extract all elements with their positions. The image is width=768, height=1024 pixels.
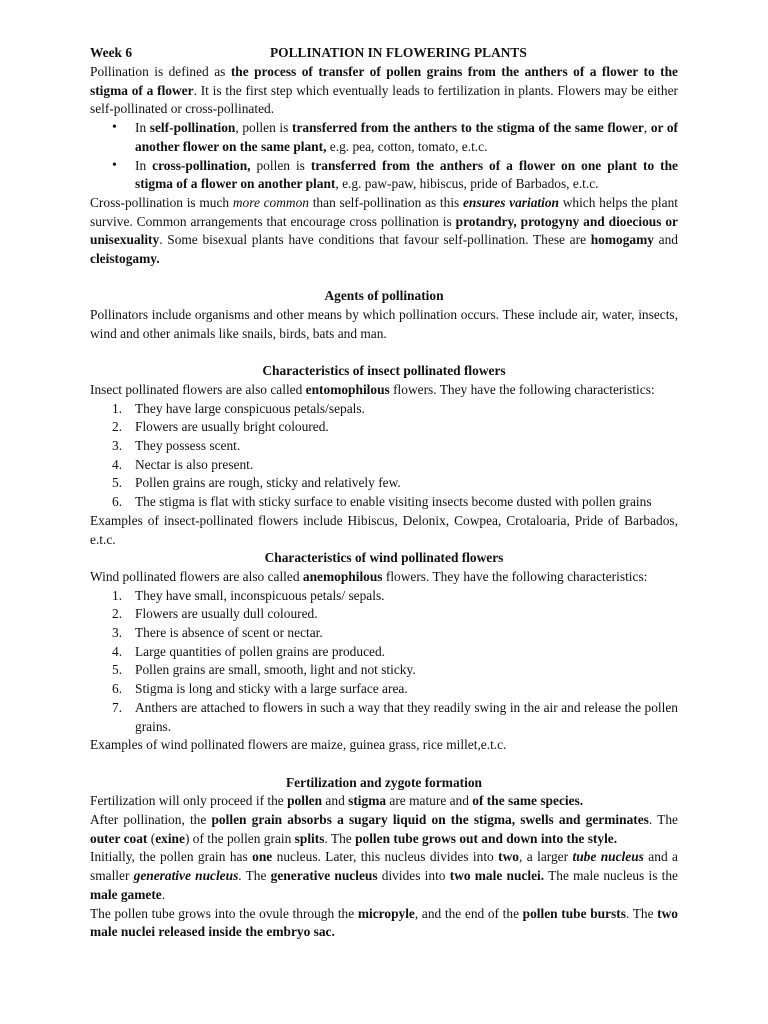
text-run: are mature and [386, 793, 473, 809]
list-item-text: They have large conspicuous petals/sepals. [135, 400, 365, 416]
text-run: After pollination, the [90, 812, 212, 828]
list-item [112, 605, 678, 624]
text-run: , e.g. paw-paw, hibiscus, pride of Barbados, e.t.c. [335, 176, 599, 192]
list-item [112, 437, 678, 456]
fertilization-paragraph-4 [90, 905, 678, 942]
text-run: two [498, 849, 519, 865]
text-run: , and the end of the [414, 905, 523, 921]
wind-characteristics-list [90, 587, 678, 737]
text-run: protandry, protogyny and dioecious or unisexuality [90, 213, 678, 248]
list-item-text: The stigma is flat with sticky surface to enable visiting insects become dusted with pollen grains [135, 494, 652, 510]
list-item [112, 624, 678, 643]
text-run: pollen [287, 793, 323, 809]
text-run: Cross-pollination is much [90, 194, 233, 210]
list-number: 1. [112, 587, 123, 603]
list-item-text: Pollen grains are rough, sticky and relatively few. [135, 475, 401, 491]
text-run: which helps the plant survive. Common arrangements that encourage cross pollination is [90, 194, 679, 229]
text-run: pollen grain absorbs a sugary liquid on the stigma, swells and germinates [211, 812, 649, 828]
list-item-text: Flowers are usually bright coloured. [135, 419, 329, 435]
list-item-text: There is absence of scent or nectar. [135, 625, 323, 641]
fertilization-paragraph-1 [90, 792, 678, 811]
text-run: , pollen is [235, 120, 292, 136]
text-run: . It is the first step which eventually leads to fertilization in plants. Flowers may be either self-pollinated or cross-pollinated. [90, 82, 679, 117]
text-run: stigma [348, 793, 387, 809]
text-run: flowers. They have the following characteristics: [382, 568, 648, 584]
text-run: tube nucleus [572, 849, 644, 865]
wind-intro [90, 568, 678, 587]
text-run: and a smaller [90, 849, 678, 884]
text-run: or of another flower on the same plant, [135, 120, 678, 154]
text-run: cleistogamy. [90, 251, 160, 267]
list-item-text: Large quantities of pollen grains are produced. [135, 643, 385, 659]
text-run: divides into [377, 868, 450, 884]
text-run: Initially, the pollen grain has [90, 849, 253, 865]
text-run: and [653, 232, 678, 248]
title-row [90, 44, 678, 63]
text-run: Pollination is defined as [90, 64, 231, 79]
list-item-self-pollination [135, 119, 678, 156]
list-item [112, 680, 678, 699]
text-run: ) of the pollen grain [184, 830, 295, 846]
agents-heading: Agents of pollination [324, 288, 444, 304]
text-run: In [135, 120, 150, 136]
list-number: 6. [112, 681, 123, 697]
list-number: 7. [112, 699, 123, 715]
wind-examples: Examples of wind pollinated flowers are maize, guinea grass, rice millet,e.t.c. [90, 737, 507, 753]
text-run: two male nuclei released inside the embryo sac. [90, 905, 678, 940]
text-run: transferred from the anthers to the stigma of the same flower [291, 120, 644, 136]
text-run: The male nucleus is the [544, 868, 678, 884]
text-run: In [135, 157, 153, 173]
text-run: anemophilous [302, 568, 383, 584]
text-run: the process of transfer of pollen grains from the anthers of a flower to the stigma of a flower [90, 64, 678, 98]
text-run: . [161, 886, 166, 902]
list-item [112, 400, 678, 419]
list-item-cross-pollination [135, 157, 678, 194]
text-run: , [643, 120, 651, 136]
insect-examples: Examples of insect-pollinated flowers include Hibiscus, Delonix, Cowpea, Crotaloaria, Pride of Barbados, e.t.c. [90, 512, 678, 547]
list-item [112, 587, 678, 606]
insect-heading: Characteristics of insect pollinated flowers [262, 363, 506, 379]
text-run: flowers. They have the following characteristics: [389, 381, 655, 397]
list-number: 4. [112, 643, 123, 659]
text-run: cross-pollination, [152, 157, 251, 173]
text-run: transferred from the anthers of a flower on one plant to the stigma of a flower on another plant [135, 157, 678, 192]
fertilization-paragraph-3 [90, 848, 678, 904]
text-run: Fertilization will only proceed if the [90, 793, 288, 809]
text-run: homogamy [590, 232, 654, 248]
list-number: 5. [112, 662, 123, 678]
wind-heading: Characteristics of wind pollinated flowers [264, 550, 504, 566]
text-run: generative nucleus [133, 868, 239, 884]
cross-pollination-paragraph [90, 194, 678, 269]
text-run: micropyle [357, 905, 415, 921]
fertilization-paragraph-2 [90, 811, 678, 848]
text-run: of the same species. [472, 793, 584, 809]
list-item-text: Flowers are usually dull coloured. [135, 606, 318, 622]
text-run: e.g. pea, cotton, tomato, e.t.c. [326, 138, 488, 154]
list-number: 2. [112, 606, 123, 622]
document-page [90, 44, 678, 942]
agents-paragraph: Pollinators include organisms and other means by which pollination occurs. These include air, water, insects, wind and other animals like snails, birds, bats and man. [90, 307, 678, 341]
text-run: generative nucleus [270, 868, 378, 884]
text-run: , a larger [519, 849, 573, 865]
list-item-text: Anthers are attached to flowers in such a way that they readily swing in the air and release the pollen grains. [135, 699, 678, 734]
text-run: male gamete [90, 886, 162, 902]
text-run: and [322, 793, 349, 809]
text-run: ( [147, 830, 156, 846]
document-title: POLLINATION IN FLOWERING PLANTS [270, 45, 527, 60]
text-run: pollen tube bursts [522, 905, 626, 921]
list-item [112, 643, 678, 662]
text-run: outer coat [90, 830, 148, 846]
text-run: self-pollination [149, 120, 236, 136]
list-item-text: Pollen grains are small, smooth, light and not sticky. [135, 662, 416, 678]
text-run: two male nuclei. [449, 868, 545, 884]
text-run: entomophilous [305, 381, 390, 397]
insect-intro [90, 381, 678, 400]
week-label: Week 6 [90, 45, 133, 60]
text-run: The pollen tube grows into the ovule through the [90, 905, 358, 921]
text-run: splits [294, 830, 325, 846]
list-item [112, 418, 678, 437]
list-number: 6. [112, 494, 123, 510]
list-item [112, 699, 678, 736]
list-item [112, 661, 678, 680]
list-number: 4. [112, 456, 123, 472]
list-item-text: Nectar is also present. [135, 456, 254, 472]
fertilization-heading: Fertilization and zygote formation [286, 774, 482, 790]
text-run: nucleus. Later, this nucleus divides into [272, 849, 499, 865]
text-run: . The [238, 868, 271, 884]
list-item-text: Stigma is long and sticky with a large surface area. [135, 681, 408, 697]
text-run: . The [324, 830, 356, 846]
text-run: . The [648, 812, 678, 828]
list-number: 3. [112, 438, 123, 454]
list-item [112, 493, 678, 512]
text-run: one [252, 849, 273, 865]
list-item [112, 456, 678, 475]
text-run: than self-pollination as this [308, 194, 463, 210]
list-number: 5. [112, 475, 123, 491]
list-item-text: They possess scent. [135, 438, 241, 454]
list-item-text: They have small, inconspicuous petals/ sepals. [135, 587, 385, 603]
text-run: . The [625, 905, 658, 921]
list-item [112, 474, 678, 493]
text-run: Wind pollinated flowers are also called [90, 568, 303, 584]
text-run: Insect pollinated flowers are also called [90, 381, 306, 397]
intro-paragraph [90, 63, 678, 119]
text-run: more common [232, 194, 309, 210]
text-run: pollen tube grows out and down into the style. [355, 830, 618, 846]
list-number: 2. [112, 419, 123, 435]
list-number: 1. [112, 400, 123, 416]
pollination-types-list [90, 119, 678, 194]
list-number: 3. [112, 625, 123, 641]
text-run: . Some bisexual plants have conditions that favour self-pollination. These are [159, 232, 591, 248]
text-run: exine [155, 830, 185, 846]
text-run: pollen is [250, 157, 311, 173]
text-run: ensures variation [462, 194, 559, 210]
insect-characteristics-list [90, 400, 678, 512]
